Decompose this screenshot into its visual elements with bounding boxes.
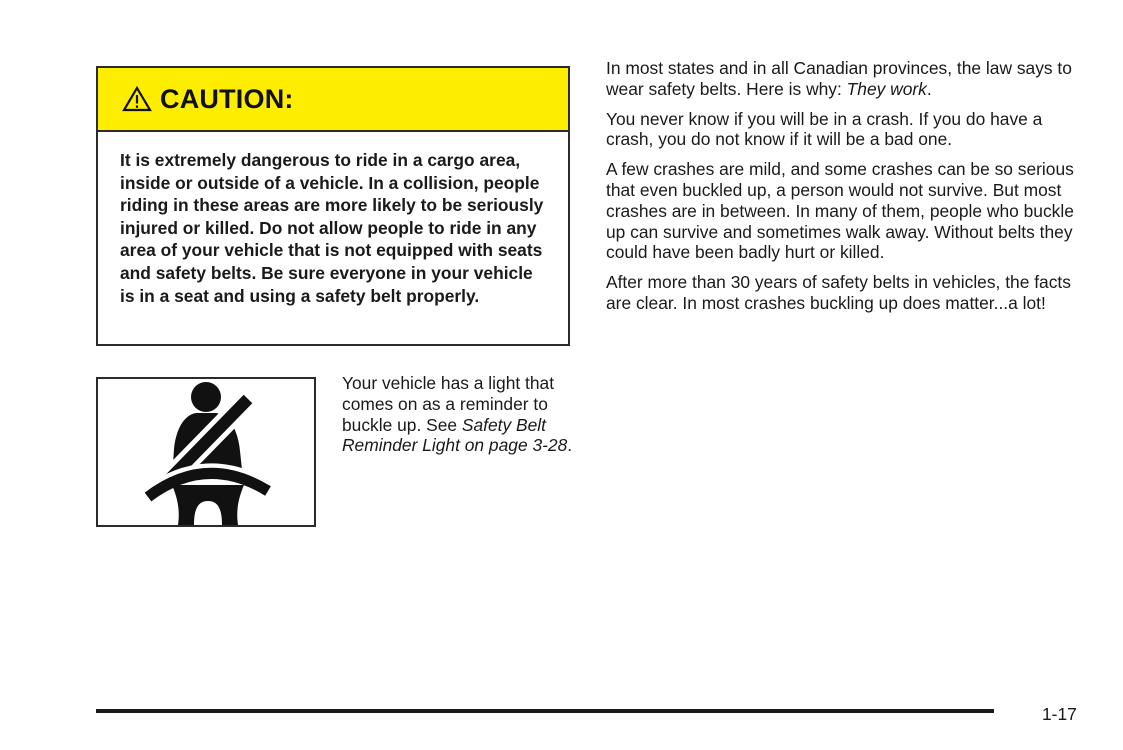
caution-header — [98, 68, 568, 132]
footer-rule — [96, 709, 994, 713]
reminder-end: . — [567, 435, 573, 456]
paragraph-law-end: . — [926, 78, 932, 99]
paragraph-mild-crashes: A few crashes are mild, and some crashes can be so serious that even buckled up, a person would not survive. But most crashes are in between. In many of them, people who buckle up can survive and sometimes walk away. Without belts they could have been badly hurt or killed. — [606, 159, 1074, 263]
seat-belt-reminder-icon — [98, 379, 314, 525]
caution-box — [96, 66, 570, 346]
paragraph-law — [606, 58, 1084, 100]
right-column — [606, 58, 1084, 323]
paragraph-law-text: In most states and in all Canadian provinces, the law says to wear safety belts. Here is why: — [606, 58, 1072, 99]
paragraph-crash: You never know if you will be in a crash. If you do have a crash, you do not know if it will be a bad one. — [606, 108, 1043, 150]
paragraph-law-emphasis: They work — [846, 78, 927, 99]
reminder-paragraph — [342, 373, 582, 456]
page-number: 1-17 — [1042, 704, 1077, 724]
paragraph-thirty-years: After more than 30 years of safety belts in vehicles, the facts are clear. In most crashes buckling up does matter...a lot! — [606, 272, 1071, 313]
warning-triangle-icon — [122, 86, 152, 112]
reminder-text: Your vehicle has a light that comes on as a reminder to buckle up. See — [342, 373, 555, 435]
caution-title: CAUTION: — [160, 83, 294, 114]
reminder-link[interactable]: Safety Belt Reminder Light on page 3-28 — [342, 414, 568, 456]
caution-body: It is extremely dangerous to ride in a cargo area, inside or outside of a vehicle. In a collision, people riding in these areas are more likely to be seriously injured or killed. Do not allow people to ride in any area of your vehicle that is not equipped with seats and safety belts. Be sure everyone in your vehicle is in a seat and using a safety belt properly. — [120, 150, 544, 306]
seat-belt-reminder-icon-frame — [96, 377, 316, 527]
